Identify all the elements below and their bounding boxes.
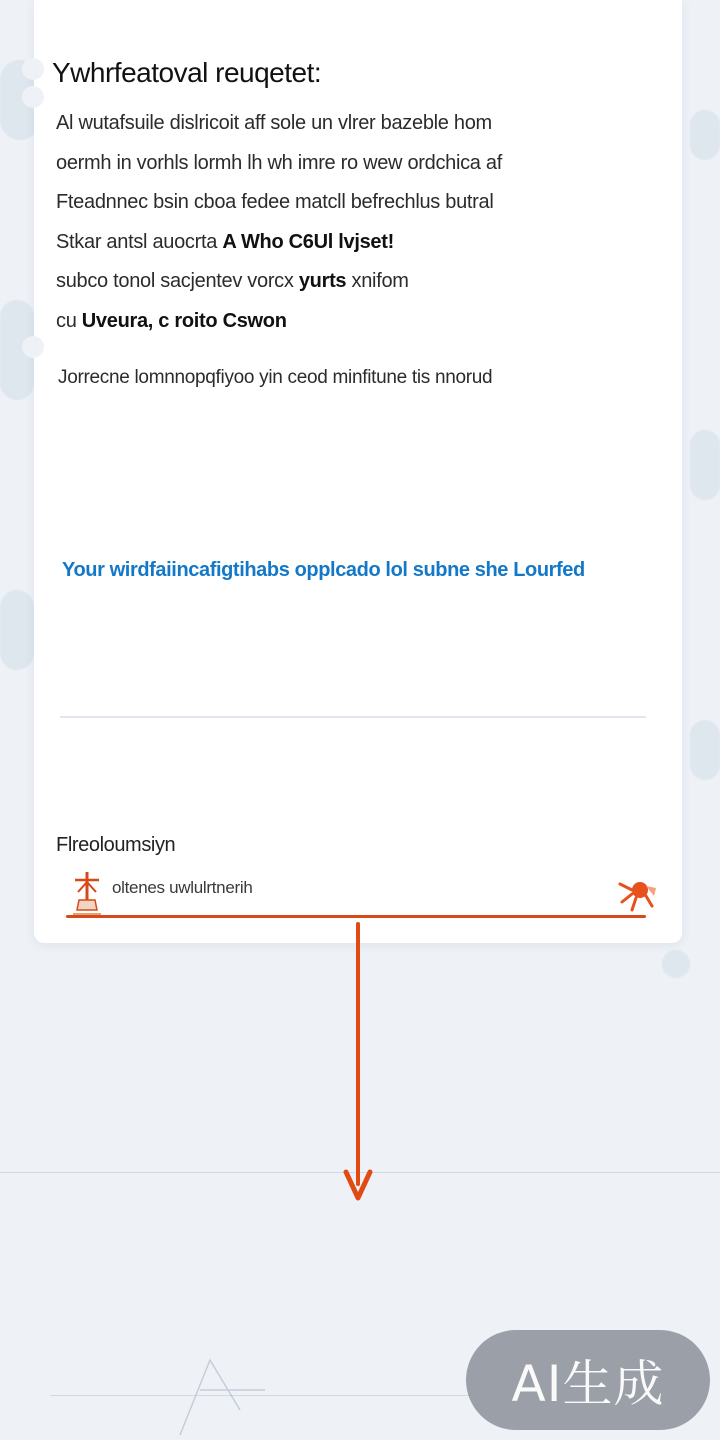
signature-field[interactable] bbox=[64, 866, 660, 922]
application-link[interactable]: Your wirdfaiincafigtihabs opplcado lol subne she Lourfed bbox=[62, 559, 585, 581]
background-blob bbox=[0, 590, 34, 670]
body-line-text: subco tonol sacjentev vorcx bbox=[56, 270, 299, 292]
background-blob bbox=[690, 110, 720, 160]
stamp-icon bbox=[616, 876, 658, 912]
body-line-text: xnifom bbox=[346, 270, 409, 292]
signature-line bbox=[66, 915, 646, 918]
ai-generated-label: AI生成 bbox=[511, 1355, 665, 1413]
body-line-text: oermh in vorhls lormh lh wh imre ro wew ordchica af bbox=[56, 151, 502, 174]
arrow-down-icon bbox=[340, 922, 376, 1204]
card-notch bbox=[22, 336, 44, 358]
divider bbox=[60, 716, 646, 718]
card-body-text bbox=[56, 104, 656, 341]
background-blob bbox=[690, 720, 720, 780]
body-line-text: cu bbox=[56, 309, 82, 332]
body-line bbox=[56, 262, 656, 302]
body-line bbox=[56, 183, 656, 223]
card-notch bbox=[22, 58, 44, 80]
pen-icon bbox=[70, 870, 104, 916]
body-line bbox=[56, 144, 656, 184]
body-line-emphasis: Uveura, c roito Cswon bbox=[81, 309, 287, 332]
card-notch bbox=[22, 86, 44, 108]
body-line-text: Fteadnnec bsin cboa fedee matcll befrechlus butral bbox=[56, 191, 494, 213]
body-line-text: Al wutafsuile dislricoit aff sole un vlrer bazeble hom bbox=[56, 112, 492, 134]
card-title: Ywhrfeatoval reuqetet: bbox=[52, 57, 322, 88]
body-line bbox=[56, 223, 656, 263]
request-card bbox=[34, 0, 682, 943]
body-line-text: Stkar antsl auocrta bbox=[56, 230, 223, 253]
background-blob bbox=[690, 430, 720, 500]
ai-generated-badge bbox=[466, 1330, 710, 1430]
note-text: Jorrecne lomnnopqfiyoo yin ceod minfitune tis nnorud bbox=[58, 367, 493, 388]
faint-sketch-icon bbox=[170, 1350, 290, 1440]
body-line-emphasis: A Who C6Ul lvjset! bbox=[222, 230, 394, 253]
body-line bbox=[56, 104, 656, 144]
background-blob bbox=[662, 950, 690, 978]
body-line bbox=[56, 302, 656, 342]
signature-section-label: Flreoloumsiyn bbox=[56, 834, 176, 856]
signer-name: oltenes uwlulrtnerih bbox=[112, 878, 253, 897]
body-line-emphasis: yurts bbox=[298, 270, 347, 292]
